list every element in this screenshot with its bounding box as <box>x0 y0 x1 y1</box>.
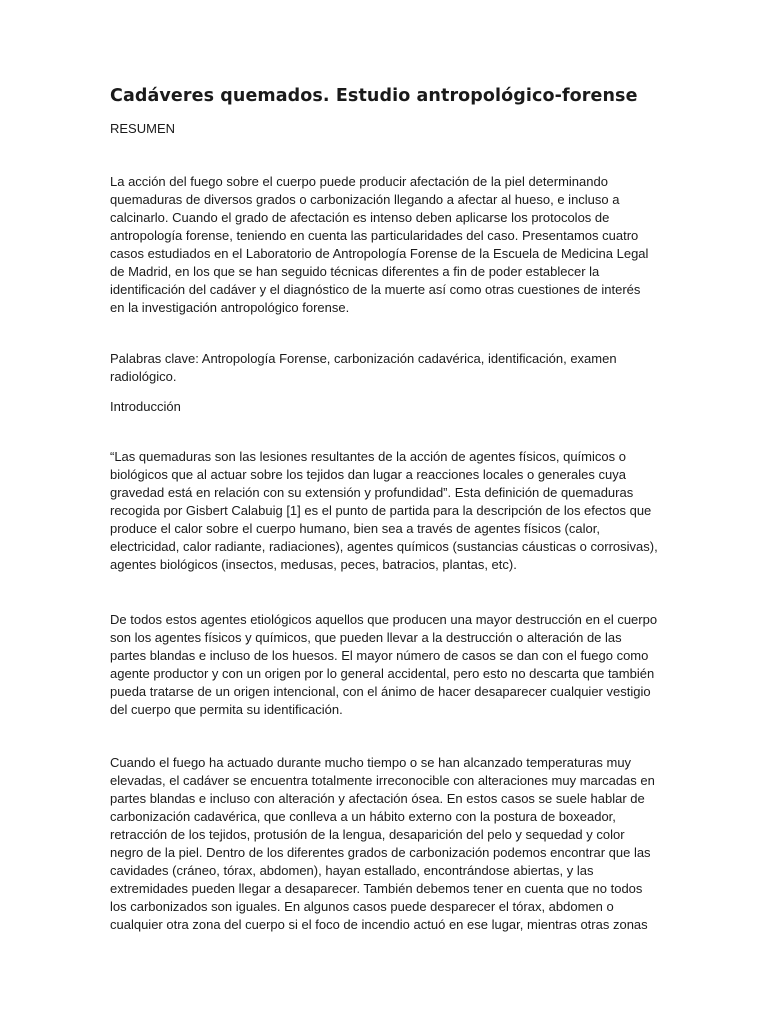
body-paragraph: “Las quemaduras son las lesiones resultantes de la acción de agentes físicos, químicos o biológicos que al actuar sobre los tejidos dan lugar a reacciones locales o generales cuya gravedad está en relación con su extensión y profundidad”. Esta definición de quemaduras recogida por Gisbert Calabuig [1] es el punto de partida para la descripción de los efectos que produce el calor sobre el cuerpo humano, bien sea a través de agentes físicos (calor, electricidad, calor radiante, radiaciones), agentes químicos (sustancias cáusticas o corrosivas), agentes biológicos (insectos, medusas, peces, batracios, plantas, etc). <box>110 449 658 572</box>
body-paragraph: Cuando el fuego ha actuado durante mucho tiempo o se han alcanzado temperaturas muy elevadas, el cadáver se encuentra totalmente irreconocible con alteraciones muy marcadas en partes blandas e incluso con alteración y afectación ósea. En estos casos se suele hablar de carbonización cadavérica, que conlleva a un hábito externo con la postura de boxeador, retracción de los tejidos, protusión de la lengua, desaparición del pelo y sequedad y color negro de la piel. Dentro de los diferentes grados de carbonización podemos encontrar que las cavidades (cráneo, tórax, abdomen), hayan estallado, encontrándose abiertas, y las extremidades pueden llegar a desaparecer. También debemos tener en cuenta que no todos los carbonizados son iguales. En algunos casos puede desparecer el tórax, abdomen o cualquier otra zona del cuerpo si el foco de incendio actuó en ese lugar, mientras otras zonas <box>110 755 655 932</box>
document-title: Cadáveres quemados. Estudio antropológico-forense <box>110 86 638 106</box>
resumen-heading: RESUMEN <box>110 121 176 136</box>
introduction-heading: Introducción <box>110 399 181 414</box>
keywords-paragraph: Palabras clave: Antropología Forense, carbonización cadavérica, identificación, examen radiológico. <box>110 351 617 384</box>
abstract-paragraph: La acción del fuego sobre el cuerpo puede producir afectación de la piel determinando quemaduras de diversos grados o carbonización llegando a afectar al hueso, e incluso a calcinarlo. Cuando el grado de afectación es intenso deben aplicarse los protocolos de antropología forense, teniendo en cuenta las particularidades del caso. Presentamos cuatro casos estudiados en el Laboratorio de Antropología Forense de la Escuela de Medicina Legal de Madrid, en los que se han seguido técnicas diferentes a fin de poder establecer la identificación del cadáver y el diagnóstico de la muerte así como otras cuestiones de interés en la investigación antropológico forense. <box>110 174 649 315</box>
body-paragraph: De todos estos agentes etiológicos aquellos que producen una mayor destrucción en el cuerpo son los agentes físicos y químicos, que pueden llevar a la destrucción o alteración de las partes blandas e incluso de los huesos. El mayor número de casos se dan con el fuego como agente productor y con un origen por lo general accidental, pero esto no descarta que también pueda tratarse de un origen intencional, con el ánimo de hacer desaparecer cualquier vestigio del cuerpo que permita su identificación. <box>110 612 658 717</box>
